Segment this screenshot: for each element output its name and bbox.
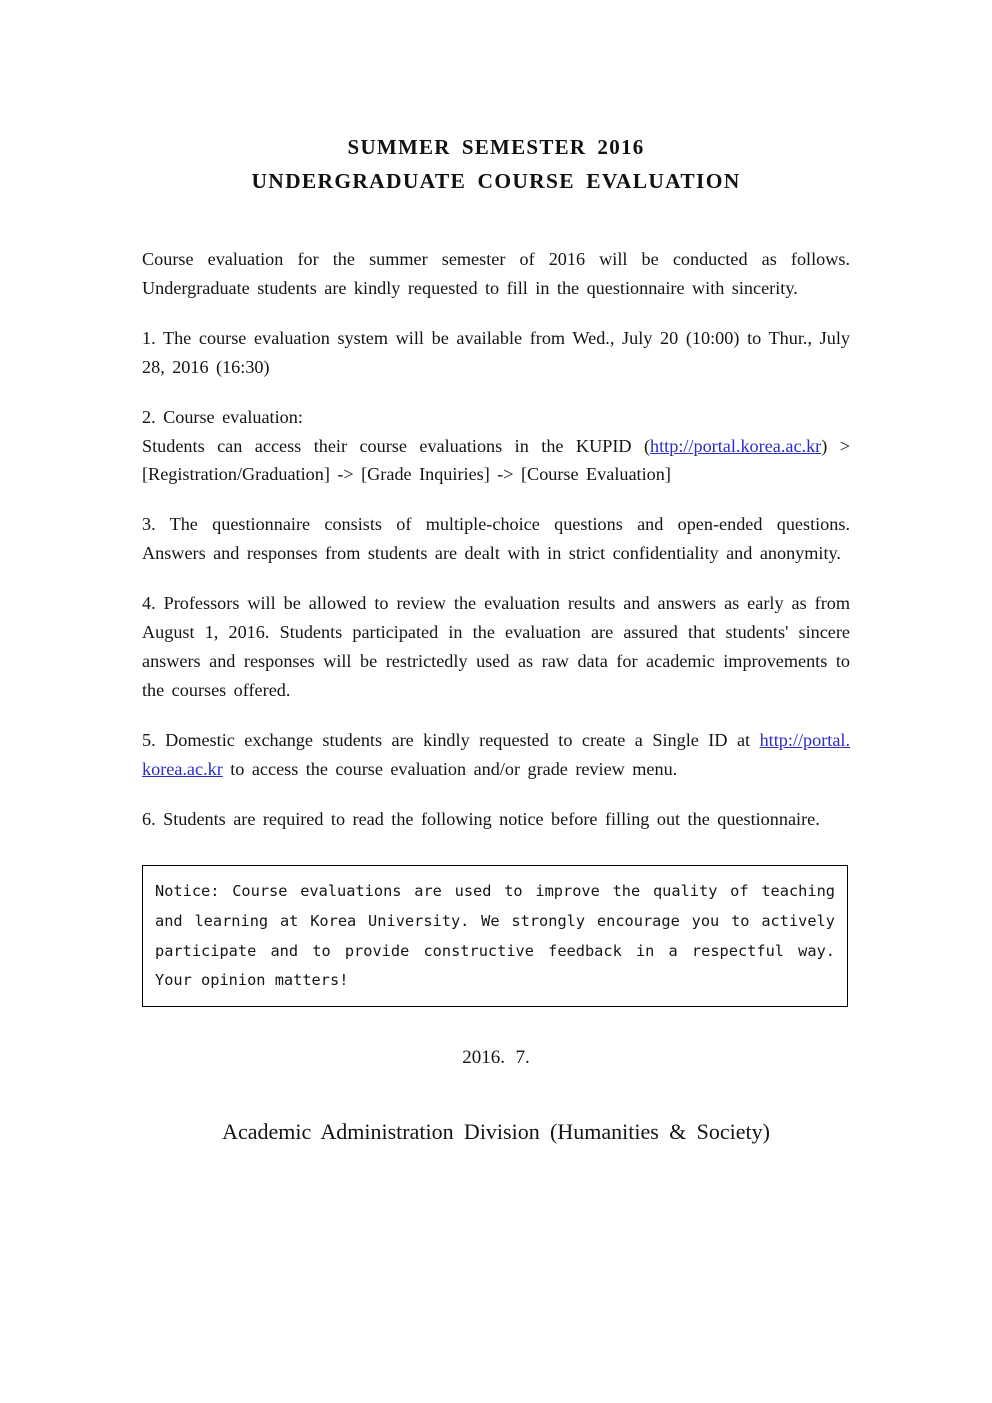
document-signature: Academic Administration Division (Humanities & Society): [222, 1119, 770, 1145]
page-title-line-2: UNDERGRADUATE COURSE EVALUATION: [251, 169, 741, 194]
item-6-paragraph: 6. Students are required to read the following notice before filling out the questionnaire.: [142, 808, 820, 829]
single-id-portal-link[interactable]: http://portal. korea.ac.kr: [142, 730, 850, 779]
item-2-text-after-link: ) > [Registration/Graduation] -> [Grade Inquiries] -> [Course Evaluation]: [142, 435, 850, 485]
item-5-text-before-link: 5. Domestic exchange students are kindly requested to create a Single ID at: [142, 730, 760, 751]
item-2-paragraph: [142, 432, 850, 490]
item-4-paragraph: 4. Professors will be allowed to review the evaluation results and answers as early as from August 1, 2016. Students participated in the evaluation are assured that students' sincere answers and responses will be restrictedly used as raw data for academic improvements to the courses offered.: [142, 593, 850, 701]
document-date: 2016. 7.: [462, 1047, 530, 1069]
document-title-block: [142, 130, 850, 199]
item-2-heading: 2. Course evaluation:: [142, 406, 303, 427]
kupid-portal-link[interactable]: http://portal.korea.ac.kr: [650, 435, 822, 456]
item-1-paragraph: 1. The course evaluation system will be available from Wed., July 20 (10:00) to Thur., July 28, 2016 (16:30): [142, 327, 850, 377]
notice-text: Notice: Course evaluations are used to improve the quality of teaching and learning at Korea University. We strongly encourage you to actively participate and to provide constructive feedback in a respectful way. Your opinion matters!: [155, 881, 835, 990]
item-5-paragraph: [142, 726, 850, 784]
page-title-line-1: SUMMER SEMESTER 2016: [347, 135, 645, 159]
item-2-text-before-link: Students can access their course evaluations in the KUPID (: [142, 435, 651, 456]
item-3-paragraph: 3. The questionnaire consists of multiple-choice questions and open-ended questions. Answers and responses from students are dealt with in strict confidentiality and anonymity.: [142, 514, 850, 564]
item-5-text-after-link: to access the course evaluation and/or grade review menu.: [222, 758, 678, 779]
notice-box: [142, 865, 848, 1007]
intro-paragraph: Course evaluation for the summer semester of 2016 will be conducted as follows. Undergraduate students are kindly requested to fill in the questionnaire with sincerity.: [142, 248, 850, 298]
